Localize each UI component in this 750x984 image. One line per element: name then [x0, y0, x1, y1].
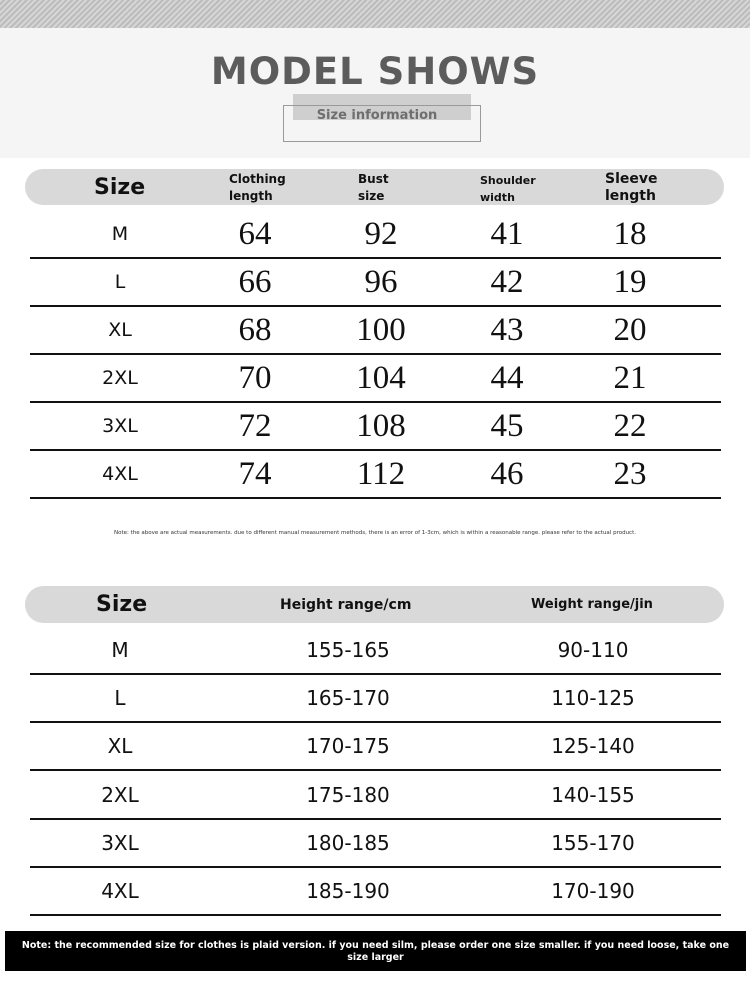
table1-header-clothing-length: Clothing length	[229, 172, 286, 203]
table-row	[30, 675, 721, 723]
measurement-note: Note: the above are actual measurements. due to different manual measurement methods, there is an error of 1-3cm, which is within a reasonable range. please refer to the actual product.	[114, 530, 636, 536]
size-cell: 2XL	[101, 783, 139, 807]
bust-cell: 108	[356, 408, 406, 444]
shoulder-cell: 43	[490, 312, 524, 348]
clothing-length-cell: 70	[238, 360, 272, 396]
size-cell: XL	[108, 319, 132, 341]
table1-header-bar	[25, 169, 724, 205]
bust-cell: 104	[356, 360, 406, 396]
bust-cell: 96	[364, 264, 398, 300]
table-row	[30, 868, 721, 916]
height-cell: 155-165	[306, 638, 390, 662]
shoulder-cell: 46	[490, 456, 524, 492]
sleeve-cell: 19	[613, 264, 647, 300]
size-cell: L	[114, 271, 126, 293]
weight-cell: 125-140	[551, 734, 635, 758]
size-cell: L	[114, 686, 126, 710]
weight-cell: 90-110	[557, 638, 629, 662]
size-cell: M	[111, 223, 129, 245]
table2-header-size: Size	[96, 592, 148, 617]
table-row	[30, 723, 721, 771]
weight-cell: 110-125	[551, 686, 635, 710]
weight-cell: 140-155	[551, 783, 635, 807]
shoulder-cell: 45	[490, 408, 524, 444]
sleeve-cell: 22	[613, 408, 647, 444]
shoulder-cell: 42	[490, 264, 524, 300]
page-title: MODEL SHOWS	[210, 50, 540, 93]
top-stripe	[0, 0, 750, 28]
height-cell: 175-180	[306, 783, 390, 807]
table1-header-bust-size: Bust size	[358, 172, 389, 203]
weight-cell: 170-190	[551, 879, 635, 903]
shoulder-cell: 44	[490, 360, 524, 396]
sleeve-cell: 23	[613, 456, 647, 492]
bust-cell: 100	[356, 312, 406, 348]
shoulder-cell: 41	[490, 216, 524, 252]
table2-header-weight: Weight range/jin	[531, 597, 653, 612]
subtitle: Size information	[316, 108, 438, 123]
size-cell: 3XL	[102, 415, 138, 437]
height-cell: 185-190	[306, 879, 390, 903]
height-cell: 165-170	[306, 686, 390, 710]
sleeve-cell: 21	[613, 360, 647, 396]
table-row	[30, 307, 721, 355]
size-cell: 4XL	[101, 879, 139, 903]
table-row	[30, 259, 721, 307]
table-row	[30, 403, 721, 451]
height-cell: 180-185	[306, 831, 390, 855]
table-row	[30, 211, 721, 259]
size-cell: 3XL	[101, 831, 139, 855]
sleeve-cell: 20	[613, 312, 647, 348]
table1-header-sleeve-length: Sleeve length	[605, 171, 658, 204]
clothing-length-cell: 66	[238, 264, 272, 300]
bust-cell: 92	[364, 216, 398, 252]
bust-cell: 112	[356, 456, 406, 492]
size-cell: XL	[107, 734, 133, 758]
sleeve-cell: 18	[613, 216, 647, 252]
table2-header-bar	[25, 586, 724, 623]
table-row	[30, 627, 721, 675]
table-row	[30, 355, 721, 403]
size-cell: 4XL	[102, 463, 138, 485]
table-row	[30, 772, 721, 820]
table1-header-shoulder-width: Shoulder width	[480, 174, 536, 204]
table-row	[30, 451, 721, 499]
height-cell: 170-175	[306, 734, 390, 758]
clothing-length-cell: 74	[238, 456, 272, 492]
table1-header-size: Size	[94, 175, 146, 200]
size-cell: 2XL	[102, 367, 138, 389]
bottom-note: Note: the recommended size for clothes is plaid version. if you need silm, please order one size smaller. if you need loose, take one size larger	[21, 940, 730, 963]
clothing-length-cell: 68	[238, 312, 272, 348]
size-cell: M	[111, 638, 129, 662]
clothing-length-cell: 72	[238, 408, 272, 444]
clothing-length-cell: 64	[238, 216, 272, 252]
table2-header-height: Height range/cm	[280, 597, 412, 613]
bottom-note-bar	[5, 931, 746, 971]
table-row	[30, 820, 721, 868]
weight-cell: 155-170	[551, 831, 635, 855]
